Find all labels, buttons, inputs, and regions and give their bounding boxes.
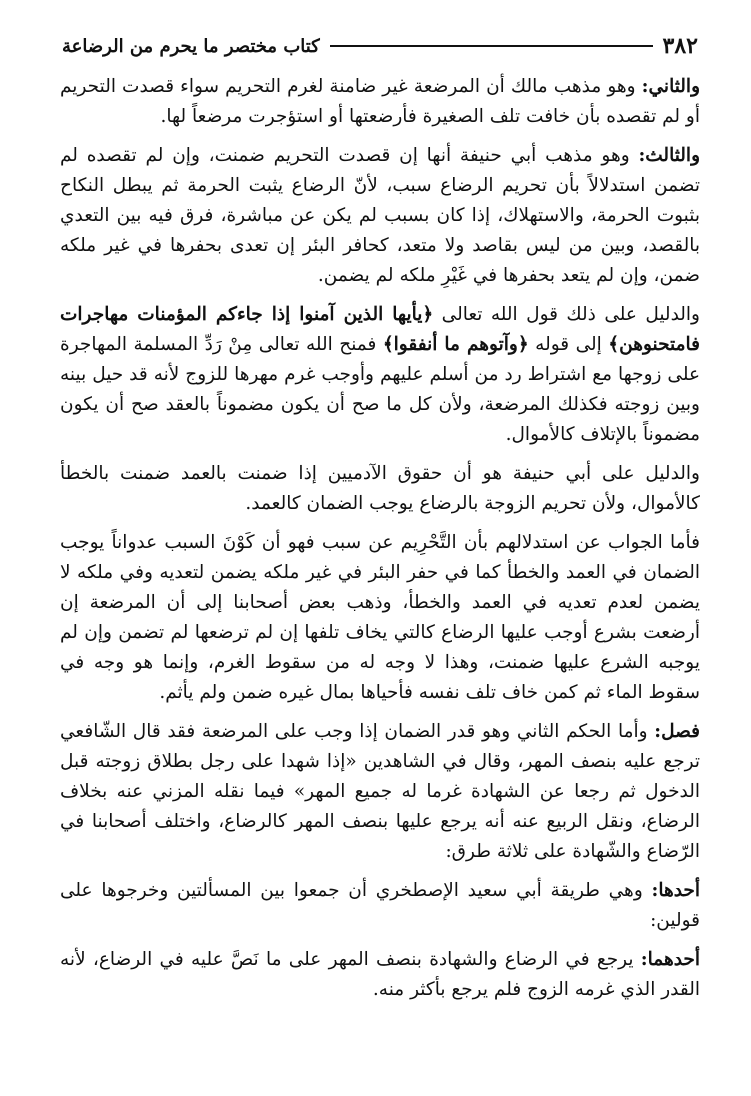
paragraph-text: وهي طريقة أبي سعيد الإصطخري أن جمعوا بين المسألتين وخرجوها على قولين: [60,880,700,931]
paragraph-first-method [60,876,700,936]
paragraph-response [60,528,700,708]
paragraph-text: إلى قوله [528,334,609,355]
quran-quote: ﴿يأيها الذين آمنوا إذا جاءكم المؤمنات مهاجرات فامتحنوهن﴾ [60,304,700,355]
paragraph-section-fasl [60,717,700,867]
header-rule [330,45,653,47]
paragraph-evidence-quran [60,300,700,450]
paragraph-text: وهو مذهب مالك أن المرضعة غير ضامنة لغرم التحريم سواء قصدت التحريم أو لم تقصده بأن خافت تلف الصغيرة فأرضعتها أو استؤجرت مرضعاً لها. [60,76,700,127]
paragraph-second-view [60,72,700,132]
paragraph-text: فمنح الله تعالى مِنْ رَدِّ المسلمة المهاجرة على زوجها مع اشتراط رد من أسلم عليهم وأوجب غرم مهرها للزوج لأنه قد حيل بينه وبين زوجته فكذلك المرضعة، ولأن كل ما صح أن يكون مضموناً بالعقد صح أن يكون مضموناً بالإتلاف كالأموال. [60,334,700,445]
paragraph-evidence-abu-hanifa [60,459,700,519]
body-text [60,72,700,1014]
paragraph-lead: أحدها: [651,880,700,901]
paragraph-text: والدليل على أبي حنيفة هو أن حقوق الآدميين إذا ضمنت بالعمد ضمنت بالخطأ كالأموال، ولأن تحريم الزوجة بالرضاع يوجب الضمان كالعمد. [60,463,700,514]
page-header [62,26,698,66]
paragraph-text: فأما الجواب عن استدلالهم بأن التَّحْرِيم عن سبب فهو أن كَوْنَ السبب عدواناً يوجب الضمان في العمد والخطأ كما في حفر البئر في غير ملكه يضمن لتعديه وفي ملكه لا يضمن لعدم تعديه في العمد والخطأ، وذهب بعض أصحابنا إلى أن المرضعة إن أرضعت بشرع أوجب عليها الرضاع كالتي يخاف تلفها إن لم ترضعها لم تضمن وإن لم يوجبه الشرع عليها ضمنت، وهذا لا وجه له من سقوط الغرم، وإنما هو وجه في سقوط الماء ثم كمن خاف تلف نفسه فأحياها بمال غيره ضمن ولم يأثم. [60,532,700,703]
section-heading: فصل: [654,721,700,742]
paragraph-first-opinion [60,945,700,1005]
paragraph-text: يرجع في الرضاع والشهادة بنصف المهر على ما نَصَّ عليه في الرضاع، لأنه القدر الذي غرمه الزوج فلم يرجع بأكثر منه. [60,949,700,1000]
running-title: كتاب مختصر ما يحرم من الرضاعة [62,35,320,57]
paragraph-lead: والثالث: [638,145,700,166]
paragraph-text: وأما الحكم الثاني وهو قدر الضمان إذا وجب على المرضعة فقد قال الشّافعي ترجع عليه بنصف المهر، وقال في الشاهدين «إذا شهدا على رجل بطلاق زوجته قبل الدخول ثم رجعا عن الشهادة غرما له جميع المهر» فيما نقله المزني عنه بخلاف الرضاع، ونقل الربيع عنه أنه يرجع عليها بنصف المهر كالرضاع، واختلف أصحابنا في الرّضاع والشّهادة على ثلاثة طرق: [60,721,700,862]
quran-quote: ﴿وآتوهم ما أنفقوا﴾ [382,334,529,355]
paragraph-third-view [60,141,700,291]
paragraph-lead: والثاني: [641,76,700,97]
page-number: ٣٨٢ [662,33,698,59]
paragraph-lead: أحدهما: [640,949,700,970]
paragraph-text: وهو مذهب أبي حنيفة أنها إن قصدت التحريم ضمنت، وإن لم تقصده لم تضمن استدلالاً بأن تحريم الرضاع سبب، لأنّ الرضاع يثبت الحرمة ثم يبطل النكاح بثبوت الحرمة، والاستهلاك، إذا كان بسبب لم يكن عن مباشرة، فرق فيه بين التعدي بالقصد، وبين من ليس بقاصد ولا متعد، كحافر البئر إن تعدى بحفرها في غير ملكه ضمن، وإن لم يتعد بحفرها في غَيْرِ ملكه لم يضمن. [60,145,700,286]
paragraph-text: والدليل على ذلك قول الله تعالى [433,304,700,325]
